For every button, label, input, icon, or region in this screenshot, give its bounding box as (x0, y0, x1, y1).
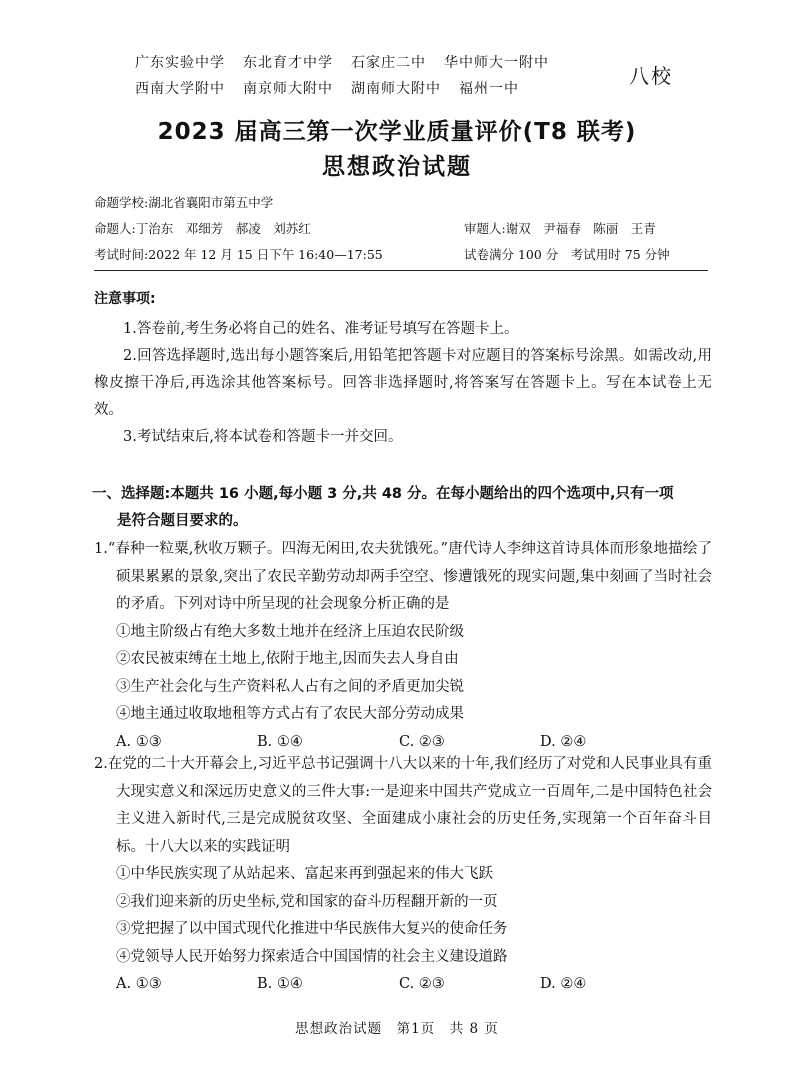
header-divider (94, 270, 708, 271)
section-heading (92, 481, 712, 535)
question-stem: 1.“春种一粒粟,秋收万颗子。四海无闲田,农夫犹饿死。”唐代诗人李绅这首诗具体而形象地描绘了硕果累累的景象,突出了农民辛勤劳动却两手空空、惨遭饿死的现实问题,集中刻画了当时社会的矛盾。下列对诗中所呈现的社会现象分析正确的是 (94, 541, 712, 612)
school-name: 湖南师大附中 (351, 81, 441, 97)
question-2 (94, 751, 712, 999)
notice-item: 2.回答选择题时,选出每小题答案后,用铅笔把答题卡对应题目的答案标号涂黑。如需改动,用橡皮擦干净后,再选涂其他答案标号。回答非选择题时,将答案写在答题卡上。写在本试卷上无效。 (94, 348, 712, 418)
choice-a: A. ①③ (116, 976, 162, 992)
question-option: ③生产社会化与生产资料私人占有之间的矛盾更加尖锐 (116, 678, 464, 695)
notice-item: 1.答卷前,考生务必将自己的姓名、准考证号填写在答题卡上。 (123, 321, 519, 337)
choice-b: B. ①④ (257, 733, 303, 750)
notice-list (94, 316, 712, 451)
notice-item: 3.考试结束后,将本试卷和答题卡一并交回。 (123, 429, 403, 445)
meta-reviewers: 审题人:谢双 尹福春 陈丽 王青 (464, 221, 656, 236)
question-option: ③党把握了以中国式现代化推进中华民族伟大复兴的使命任务 (116, 921, 508, 937)
school-list (135, 50, 567, 102)
school-row-2 (135, 76, 567, 102)
section-heading-line: 一、选择题:本题共 16 小题,每小题 3 分,共 48 分。在每小题给出的四个选项中,只有一项 (92, 486, 674, 502)
school-name: 东北育才中学 (243, 55, 333, 71)
school-name: 西南大学附中 (135, 81, 225, 97)
choice-b: B. ①④ (257, 976, 303, 992)
choice-c: C. ②③ (399, 976, 445, 992)
question-option: ④地主通过收取地租等方式占有了农民大部分劳动成果 (116, 706, 464, 722)
section-heading-line: 是符合题目要求的。 (117, 513, 248, 529)
question-stem: 2.在党的二十大开幕会上,习近平总书记强调十八大以来的十年,我们经历了对党和人民事业具有重大现实意义和深远历史意义的三件大事:一是迎来中国共产党成立一百周年,二是中国特色社会主义进入新时代,三是完成脱贫攻坚、全面建成小康社会的历史任务,实现第一个百年奋斗目标。十八大以来的实践证明 (94, 756, 712, 855)
choice-c: C. ②③ (399, 733, 445, 750)
meta-authors-row (94, 219, 708, 237)
meta-time: 考试时间:2022 年 12 月 15 日下午 16:40—17:55 (94, 247, 383, 262)
question-option: ①中华民族实现了从站起来、富起来再到强起来的伟大飞跃 (116, 866, 493, 882)
question-option: ②农民被束缚在土地上,依附于地主,因而失去人身自由 (116, 651, 459, 667)
meta-time-row (94, 245, 708, 263)
eight-schools-label: 八校 (629, 64, 673, 88)
question-option: ②我们迎来新的历史坐标,党和国家的奋斗历程翻开新的一页 (116, 893, 498, 910)
school-name: 广东实验中学 (135, 55, 225, 71)
exam-title: 2023 届高三第一次学业质量评价(T8 联考) (157, 119, 637, 145)
exam-subject: 思想政治试题 (322, 154, 472, 180)
school-name: 华中师大一附中 (444, 55, 549, 71)
school-name: 福州一中 (459, 81, 519, 97)
meta-score-duration: 试卷满分 100 分 考试用时 75 分钟 (464, 247, 670, 262)
meta-school (94, 193, 708, 211)
question-option: ①地主阶级占有绝大多数土地并在经济上压迫农民阶级 (116, 623, 464, 640)
question-1 (94, 536, 712, 756)
choice-d: D. ②④ (540, 733, 587, 750)
choice-a: A. ①③ (116, 733, 162, 750)
meta-school-text: 命题学校:湖北省襄阳市第五中学 (94, 195, 274, 210)
page-footer: 思想政治试题 第1页 共 8 页 (295, 1021, 499, 1037)
school-name: 南京师大附中 (243, 81, 333, 97)
meta-authors: 命题人:丁治东 邓细芳 郝凌 刘苏红 (94, 221, 311, 236)
answer-choices (94, 971, 712, 999)
school-row-1 (135, 50, 567, 76)
school-name: 石家庄二中 (351, 55, 426, 71)
notice-title: 注意事项: (94, 291, 156, 307)
choice-d: D. ②④ (540, 976, 587, 992)
question-option: ④党领导人民开始努力探索适合中国国情的社会主义建设道路 (116, 948, 508, 965)
